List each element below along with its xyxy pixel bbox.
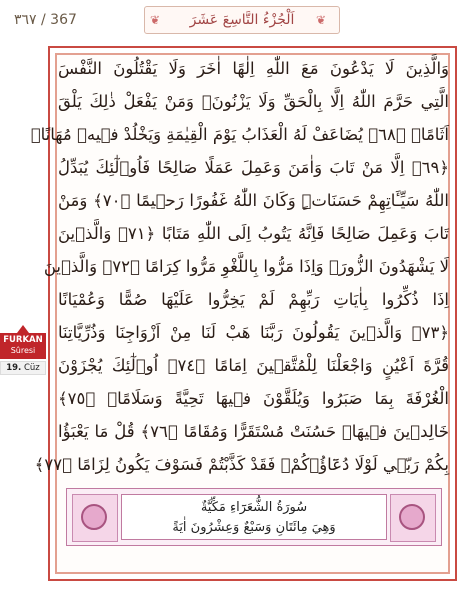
surah-info: وَهِيَ مِائَتَانِ وَسَبْعٌ وَعِشْرُونَ اٰيَةً bbox=[172, 520, 336, 535]
side-juz-text: Cüz bbox=[23, 363, 40, 373]
text-line: الَّتِي حَرَّمَ اللّٰهُ اِلَّا بِالْحَقِّ وَلَا يَزْنُونَۚ وَمَنْ يَفْعَلْ ذٰلِكَ يَلْقَ bbox=[58, 92, 449, 111]
surah-side-tab[interactable] bbox=[0, 325, 46, 377]
page-number: ٣٦٧ / 367 bbox=[14, 12, 77, 28]
juz-title: اَلْجُزْءُ التَّاسِعَ عَشَرَ bbox=[189, 12, 295, 28]
right-rosette-icon bbox=[390, 494, 436, 542]
side-surah-label bbox=[0, 333, 46, 359]
text-line: تَابَ وَعَمِلَ صَالِحًا فَاِنَّهُ يَتُوبُ اِلَى اللّٰهِ مَتَابًا ﴿٧١﴾ وَالَّذ۪ينَ bbox=[58, 224, 449, 243]
side-juz-label bbox=[0, 361, 46, 375]
side-juz-number: 19. bbox=[6, 363, 22, 373]
text-line: اَثَامًاۙ ﴿٦٨﴾ يُضَاعَفْ لَهُ الْعَذَابُ يَوْمَ الْقِيٰمَةِ وَيَخْلُدْ ف۪يه۪ مُهَانًاۗ bbox=[30, 125, 449, 144]
text-line: بِكُمْ رَبّ۪ي لَوْلَا دُعَٓاؤُ۬كُمْۚ فَقَدْ كَذَّبْتُمْ فَسَوْفَ يَكُونُ لِزَامًا ﴿٧٧﴾ bbox=[34, 455, 449, 474]
surah-header-box bbox=[121, 494, 387, 540]
text-line: ﴿٧٣﴾ وَالَّذ۪ينَ يَقُولُونَ رَبَّنَا هَبْ لَنَا مِنْ اَزْوَاجِنَا وَذُرِّيَّاتِنَا bbox=[58, 323, 449, 342]
surah-name: سُورَةُ الشُّعَرَٓاءِ مَكِّيَّةٌ bbox=[200, 500, 308, 515]
text-line: خَالِد۪ينَ ف۪يهَاۜ حَسُنَتْ مُسْتَقَرًّا وَمُقَامًا ﴿٧٦﴾ قُلْ مَا يَعْبَؤُا bbox=[58, 422, 449, 441]
right-flourish-icon: ❦ bbox=[316, 13, 327, 27]
text-line: الْغُرْفَةَ بِمَا صَبَرُوا وَيُلَقَّوْنَ ف۪يهَا تَحِيَّةً وَسَلَامًاۙ ﴿٧٥﴾ bbox=[58, 389, 449, 408]
surah-header-panel bbox=[66, 488, 442, 546]
text-line: ﴿٦٩﴾ اِلَّا مَنْ تَابَ وَاٰمَنَ وَعَمِلَ عَمَلًا صَالِحًا فَاُو۬لٰٓئِكَ يُبَدِّلُ bbox=[58, 158, 449, 177]
text-line: لَا يَشْهَدُونَ الزُّورَۙ وَاِذَا مَرُّوا بِاللَّغْوِ مَرُّوا كِرَامًا ﴿٧٢﴾ وَالَّذ۪ينَ bbox=[43, 257, 449, 276]
left-flourish-icon: ❦ bbox=[150, 13, 161, 27]
text-line: اللّٰهُ سَيِّـَٔاتِهِمْ حَسَنَاتٍۜ وَكَانَ اللّٰهُ غَفُورًا رَح۪يمًا ﴿٧٠﴾ وَمَنْ bbox=[58, 191, 450, 210]
text-line: اِذَا ذُكِّرُوا بِاٰيَاتِ رَبِّهِمْ لَمْ يَخِرُّوا عَلَيْهَا صُمًّا وَعُمْيَانًا bbox=[58, 290, 449, 309]
side-surah-sub: Sûresi bbox=[10, 346, 36, 355]
text-line: قُرَّةَ اَعْيُنٍ وَاجْعَلْنَا لِلْمُتَّق۪ينَ اِمَامًا ﴿٧٤﴾ اُو۬لٰٓئِكَ يُجْزَوْنَ bbox=[58, 356, 449, 375]
page-header bbox=[0, 0, 474, 40]
left-rosette-icon bbox=[72, 494, 118, 542]
juz-banner bbox=[144, 6, 340, 34]
text-line: وَالَّذِينَ لَا يَدْعُونَ مَعَ اللّٰهِ اِلٰهًا اٰخَرَ وَلَا يَقْتُلُونَ النَّفْسَ bbox=[58, 59, 449, 78]
tab-arrow-icon bbox=[17, 325, 29, 333]
side-surah-name: FURKAN bbox=[3, 335, 43, 345]
